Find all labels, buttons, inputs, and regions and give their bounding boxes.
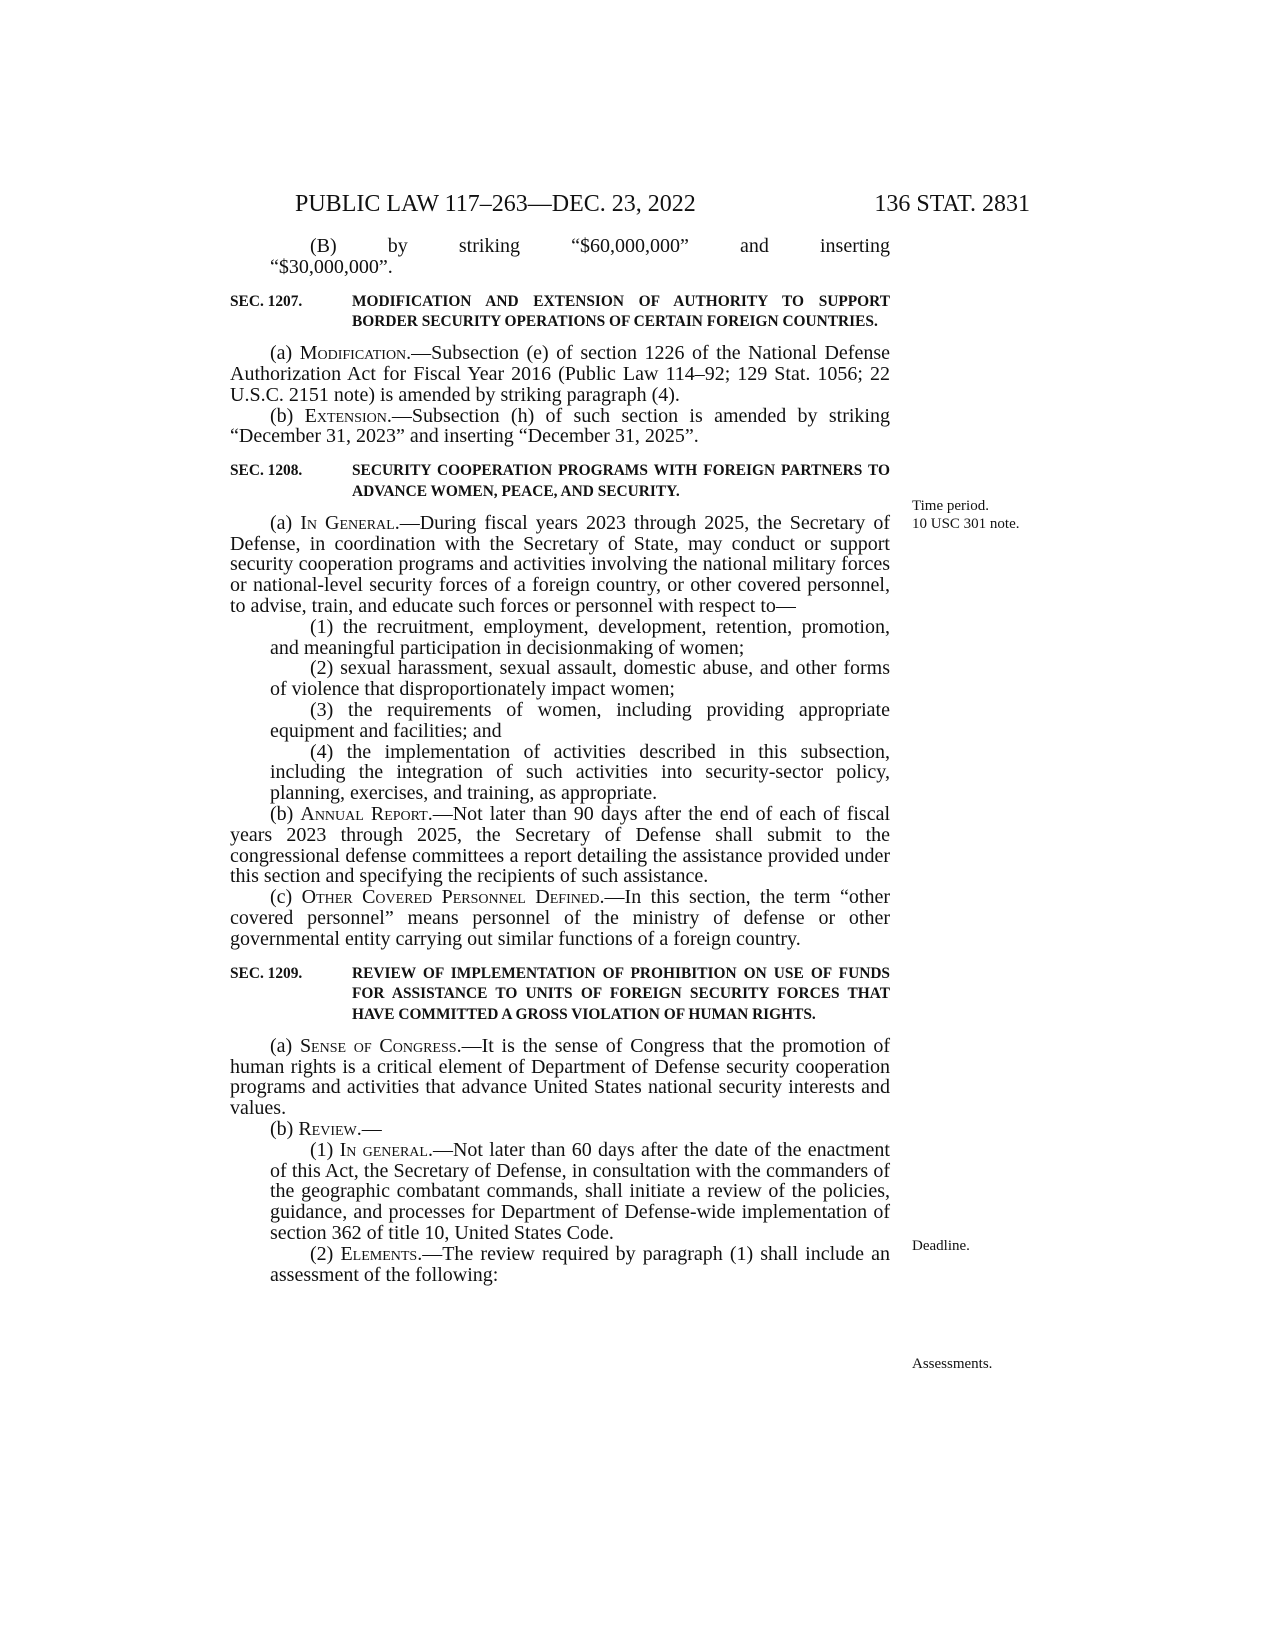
item-b-line1: (B) by striking “$60,000,000” and inserting: [310, 235, 890, 257]
sec1208-paragraph-3: (3) the requirements of women, including providing appropriate equipment and facilities; and: [270, 698, 890, 742]
sec1209-b2-heading: Elements: [340, 1242, 418, 1265]
sec1209-b1-label: (1): [310, 1138, 340, 1161]
sec1207-a-heading: Modification: [299, 342, 407, 365]
sec1207-b-label: (b): [270, 404, 305, 427]
sec1209-subsection-b: [230, 1119, 890, 1140]
margin-note-assessments: Assessments.: [912, 1356, 993, 1372]
sec1208-b-text: .—Not later than 90 days after the end of each of fiscal years 2023 through 2025, the Secretary of Defense shall submit to the congressional defense committees a report detailing the assistance provided under this section and specifying the recipients of such assistance.: [230, 802, 891, 888]
sec1208-subsection-c: [230, 887, 890, 949]
section-1208-title: SECURITY COOPERATION PROGRAMS WITH FOREIGN PARTNERS TO ADVANCE WOMEN, PEACE, AND SECURITY.: [352, 462, 890, 500]
section-1207-title: MODIFICATION AND EXTENSION OF AUTHORITY TO SUPPORT BORDER SECURITY OPERATIONS OF CERTAIN FOREIGN COUNTRIES.: [352, 292, 890, 331]
section-1207-number: SEC. 1207.: [230, 292, 303, 310]
section-1207-heading: [230, 292, 890, 334]
sec1209-b-heading: Review: [298, 1118, 357, 1141]
sec1209-a-label: (a): [270, 1034, 300, 1057]
section-1208-heading: [230, 461, 890, 503]
sec1209-b1-text: .—Not later than 60 days after the date of the enactment of this Act, the Secretary of Defense, in consultation with the commanders of the geographic combatant commands, shall initiate a review of the policies, guidance, and processes for Department of Defense-wide implementation of section 362 of title 10, United States Code.: [270, 1138, 890, 1245]
sec1208-a-text: .—During fiscal years 2023 through 2025, the Secretary of Defense, in coordination with the Secretary of State, may conduct or support security cooperation programs and activities involving the national military forces or national-level security forces of a foreign country, or other covered personnel, to advise, train, and educate such forces or personnel with respect to—: [230, 511, 890, 617]
margin-note-time-period-text: Time period.: [912, 498, 989, 514]
sec1207-b-text: .—Subsection (h) of such section is amended by striking “December 31, 2023” and inserting “December 31, 2025”.: [230, 404, 890, 448]
sec1208-paragraph-4: (4) the implementation of activities described in this subsection, including the integration of such activities into security-sector policy, planning, exercises, and training, as appropriate.: [270, 740, 890, 805]
margin-note-usc-citation: 10 USC 301 note.: [912, 516, 1020, 532]
sec1207-a-label: (a): [270, 342, 300, 365]
sec1207-a-text: .—Subsection (e) of section 1226 of the National Defense Authorization Act for Fiscal Year 2016 (Public Law 114–92; 129 Stat. 1056; 22 U.S.C. 2151 note) is amended by striking paragraph (4).: [230, 342, 891, 406]
public-law-title: PUBLIC LAW 117–263—DEC. 23, 2022: [295, 191, 696, 217]
sec1209-b-text: .—: [356, 1118, 382, 1141]
running-head: [230, 188, 1030, 220]
sec1209-b-label: (b): [270, 1118, 299, 1141]
sec1208-subsection-a: [230, 513, 890, 617]
sec1208-paragraph-2: (2) sexual harassment, sexual assault, domestic abuse, and other forms of violence that disproportionately impact women;: [270, 657, 890, 701]
stat-page-number: 136 STAT. 2831: [874, 191, 1030, 217]
margin-note-deadline: Deadline.: [912, 1238, 970, 1254]
sec1208-c-text: .—In this section, the term “other covered personnel” means personnel of the ministry of defense or other governmental entity carrying out similar functions of a foreign country.: [230, 886, 890, 950]
section-1209-title: REVIEW OF IMPLEMENTATION OF PROHIBITION ON USE OF FUNDS FOR ASSISTANCE TO UNITS OF FOREIGN SECURITY FORCES THAT HAVE COMMITTED A GROSS VIOLATION OF HUMAN RIGHTS.: [352, 964, 890, 1024]
sec1209-paragraph-1: [270, 1140, 890, 1244]
section-1209-heading: [230, 964, 890, 1026]
sec1207-b-heading: Extension: [304, 404, 387, 427]
sec1209-subsection-a: [230, 1036, 890, 1119]
sec1208-subsection-b: [230, 804, 890, 887]
sec1209-b2-text: .—The review required by paragraph (1) shall include an assessment of the following:: [270, 1242, 890, 1286]
sec1209-paragraph-2: [270, 1244, 890, 1286]
section-1209-number: SEC. 1209.: [230, 964, 303, 982]
sec1208-b-heading: Annual Report: [300, 802, 428, 825]
body-text: [230, 236, 890, 1285]
sec1207-subsection-a: [230, 343, 890, 405]
sec1209-a-heading: Sense of Congress: [299, 1034, 457, 1057]
sec1208-a-label: (a): [270, 511, 301, 534]
sec1208-a-heading: In General: [300, 511, 395, 534]
sec1209-a-text: .—It is the sense of Congress that the promotion of human rights is a critical element of Department of Defense security cooperation programs and activities that advance United States national security interests and values.: [230, 1034, 890, 1120]
sec1209-b2-label: (2): [310, 1242, 341, 1265]
sec1207-subsection-b: [230, 406, 890, 448]
sec1208-c-heading: Other Covered Personnel Defined: [301, 886, 600, 909]
item-b-line2: “$30,000,000”.: [270, 255, 393, 278]
sec1208-c-label: (c): [270, 886, 302, 909]
sec1208-b-label: (b): [270, 802, 301, 825]
margin-note-time-period: [912, 497, 1062, 533]
sec1208-paragraph-1: (1) the recruitment, employment, development, retention, promotion, and meaningful participation in decisionmaking of women;: [270, 615, 890, 659]
section-1208-number: SEC. 1208.: [230, 462, 303, 480]
sec1209-b1-heading: In general: [339, 1138, 428, 1161]
